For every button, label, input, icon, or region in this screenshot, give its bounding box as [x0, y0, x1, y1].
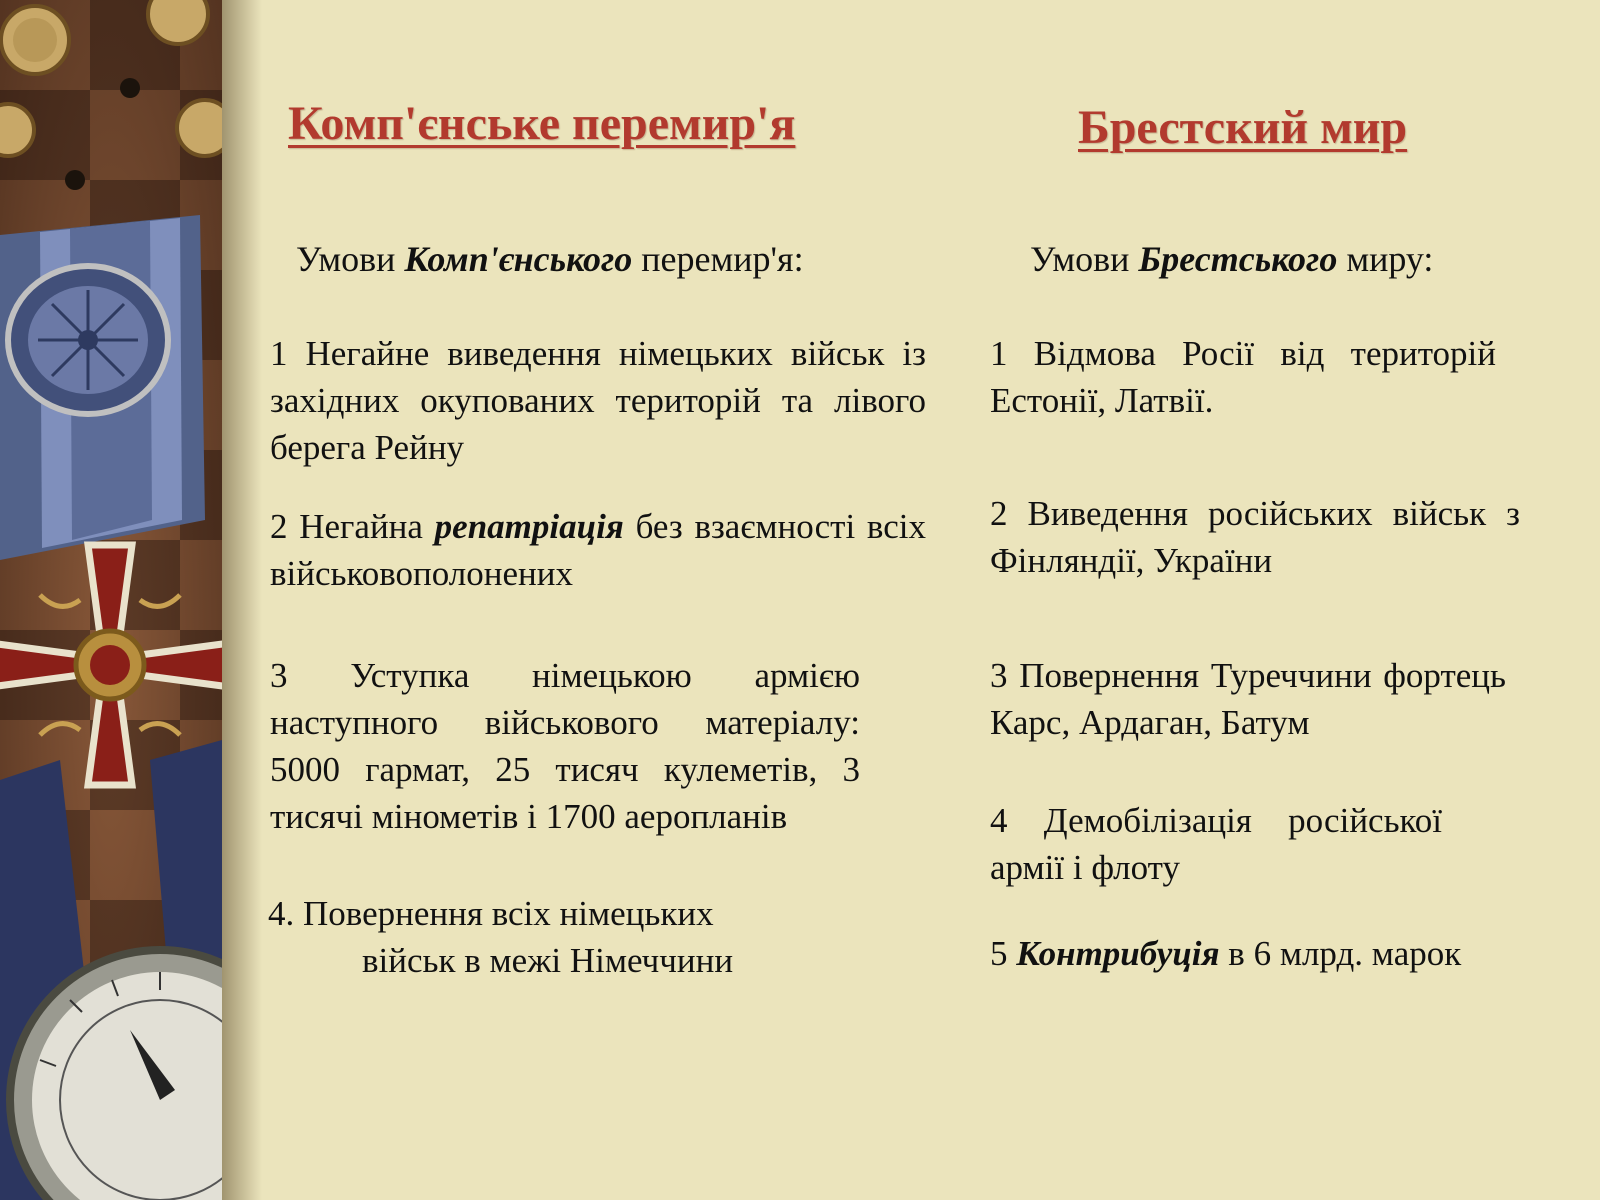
item-prefix: 5 [990, 934, 1017, 973]
brest-item-5 [990, 930, 1461, 977]
conditions-suffix: перемир'я: [632, 239, 804, 279]
strip-shadow [222, 0, 262, 1200]
medal-collage [0, 0, 222, 1200]
item-emphasis: репатріація [434, 507, 624, 546]
item-emphasis: Контрибуція [1016, 934, 1220, 973]
conditions-prefix: Умови [296, 239, 405, 279]
conditions-emphasis: Комп'єнського [404, 239, 633, 279]
compiegne-item-4-line-1: 4. Повернення всіх німецьких [268, 894, 714, 933]
compiegne-item-4-line-2: військ в межі Німеччини [362, 941, 734, 980]
compiegne-item-3: 3 Уступка німецькою армією наступного військового матеріалу: 5000 гармат, 25 тисяч кулеметів, 3 тисячі мінометів і 1700 аеропланів [270, 656, 860, 836]
compiegne-conditions-title [296, 238, 804, 280]
brest-item-4: 4 Демобілізація російської армії і флоту [990, 801, 1442, 887]
brest-item-3: 3 Повернення Туреччини фортець Карс, Ардаган, Батум [990, 656, 1506, 742]
item-prefix: 2 Негайна [270, 507, 435, 546]
brest-item-2: 2 Виведення російських військ з Фінляндії, України [990, 494, 1520, 580]
brest-conditions-title [1030, 238, 1433, 280]
compiegne-item-2 [270, 503, 926, 597]
item-suffix: в 6 млрд. марок [1219, 934, 1462, 973]
conditions-emphasis: Брестського [1138, 239, 1338, 279]
compiegne-item-1: 1 Негайне виведення німецьких військ із західних окупованих територій та лівого берега Рейну [270, 334, 926, 467]
conditions-prefix: Умови [1030, 239, 1139, 279]
brest-item-1: 1 Відмова Росії від територій Естонії, Латвії. [990, 334, 1496, 420]
brest-heading: Брестский мир [1078, 101, 1408, 154]
compiegne-heading: Комп'єнське перемир'я [288, 97, 796, 150]
conditions-suffix: миру: [1337, 239, 1434, 279]
item-suffix: без взаємності всіх військовополонених [270, 507, 926, 593]
